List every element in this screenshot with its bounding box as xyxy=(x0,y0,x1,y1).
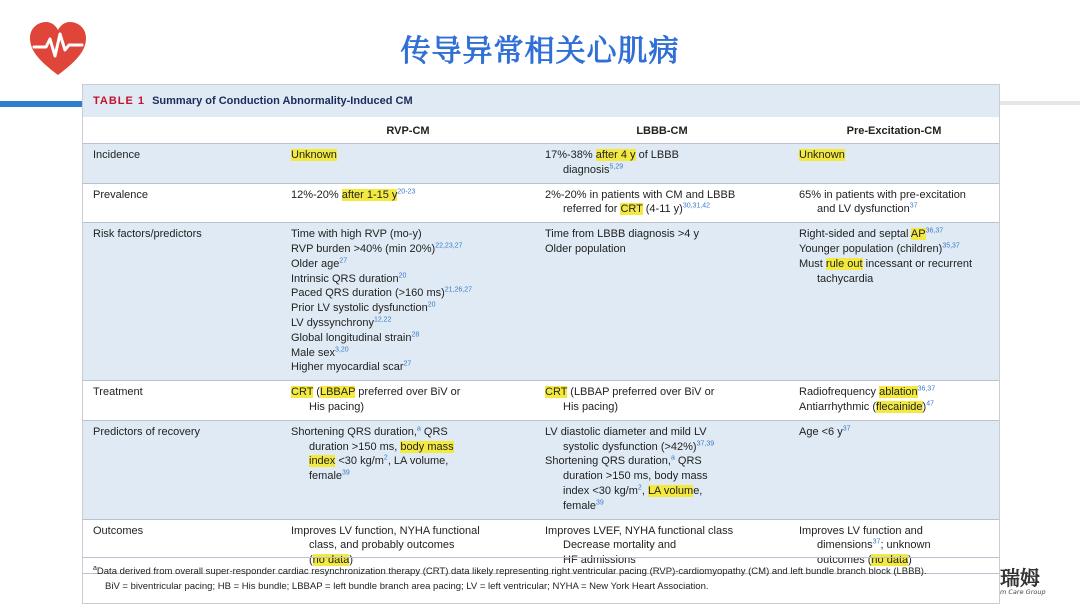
header-lbbb-cm: LBBB-CM xyxy=(535,119,789,144)
row-label: Risk factors/predictors xyxy=(83,223,281,381)
table-caption-text: Summary of Conduction Abnormality-Induced CM xyxy=(152,95,413,107)
cell-lbbb: CRT (LBBAP preferred over BiV or His pacing) xyxy=(535,381,789,421)
table-row-risk-factors xyxy=(83,223,999,381)
header-pre-excitation-cm: Pre-Excitation-CM xyxy=(789,119,999,144)
table-panel xyxy=(82,84,1000,604)
row-label: Outcomes xyxy=(83,519,281,573)
header-rvp-cm: RVP-CM xyxy=(281,119,535,144)
cell-lbbb: Improves LVEF, NYHA functional class Decrease mortality and HF admissions xyxy=(535,519,789,573)
cell-lbbb: 17%-38% after 4 y of LBBB diagnosis$^{5,29}$ xyxy=(535,144,789,184)
table-header-row xyxy=(83,119,999,144)
cell-rvp: Time with high RVP (mo-y) RVP burden >40% (min 20%)$^{22,23,27}$ Older age$^{27}$ Intrinsic QRS duration$^{20}$ Paced QRS duration (>160 ms)$^{21,26,27}$ Prior LV systolic dysfunction$^{20}$ LV dyssynchrony$^{12,22}$ Global longitudinal strain$^{28}$ Male sex$^{3,20}$ Higher myocardial scar$^{27}$ xyxy=(281,223,535,381)
cell-pre-excitation: Improves LV function and dimensions$^{37}$; unknown outcomes (no data) xyxy=(789,519,999,573)
cell-lbbb: Time from LBBB diagnosis >4 y Older population xyxy=(535,223,789,381)
header-blank xyxy=(83,119,281,144)
cell-lbbb: 2%-20% in patients with CM and LBBB referred for CRT (4-11 y)$^{30,31,42}$ xyxy=(535,183,789,223)
row-label: Prevalence xyxy=(83,183,281,223)
row-label: Treatment xyxy=(83,381,281,421)
cell-lbbb: LV diastolic diameter and mild LV systolic dysfunction (>42%)$^{37,39}$ Shortening QRS duration,$^a$ QRS duration >150 ms, body mass index <30 $kg/m^2$, LA volume, female$^{39}$ xyxy=(535,420,789,519)
cell-pre-excitation: Unknown xyxy=(789,144,999,184)
cell-pre-excitation: Age <6 $y^{37}$ xyxy=(789,420,999,519)
table-label: TABLE 1 xyxy=(93,95,146,107)
title-divider-left xyxy=(0,101,84,107)
cell-rvp: Unknown xyxy=(281,144,535,184)
table-row-prevalence xyxy=(83,183,999,223)
conduction-cm-table xyxy=(83,119,999,574)
table-row-incidence xyxy=(83,144,999,184)
brand-name-cn: 瑞姆 xyxy=(1000,566,1040,590)
brand-name-en: m Care Group xyxy=(1000,588,1046,596)
cell-rvp: Improves LV function, NYHA functional class, and probably outcomes (no data) xyxy=(281,519,535,573)
cell-pre-excitation: Radiofrequency ablation$^{36,37}$ Antiarrhythmic (flecainide)$^{47}$ xyxy=(789,381,999,421)
cell-pre-excitation: Right-sided and septal AP$^{36,37}$ Younger population (children)$^{35,37}$ Must rule out incessant or recurrent tachycardia xyxy=(789,223,999,381)
table-footnote: $^a$Data derived from overall super-responder cardiac resynchronization therapy (CRT) data likely representing right ventricular pacing (RVP)-cardiomyopathy (CM) and left bundle branch block (LBBB). BiV = biventricular pacing; HB = His bundle; LBBAP = left bundle branch area pacing; LV = left ventricular; NYHA = New York Heart Association. xyxy=(83,557,999,592)
slide-title: 传导异常相关心肌病 xyxy=(400,34,680,69)
row-label: Predictors of recovery xyxy=(83,420,281,519)
table-caption xyxy=(83,85,999,117)
row-label: Incidence xyxy=(83,144,281,184)
title-divider-right xyxy=(1000,101,1080,105)
brand-watermark xyxy=(998,562,1080,602)
cell-rvp: CRT (LBBAP preferred over BiV or His pacing) xyxy=(281,381,535,421)
cell-rvp: Shortening QRS duration,$^a$ QRS duration >150 ms, body mass index <30 $kg/m^2$, LA volume, female$^{39}$ xyxy=(281,420,535,519)
cell-rvp: 12%-20% after 1-15 $y^{20-23}$ xyxy=(281,183,535,223)
table-row-treatment xyxy=(83,381,999,421)
cell-pre-excitation: 65% in patients with pre-excitation and LV dysfunction$^{37}$ xyxy=(789,183,999,223)
table-row-predictors-of-recovery xyxy=(83,420,999,519)
